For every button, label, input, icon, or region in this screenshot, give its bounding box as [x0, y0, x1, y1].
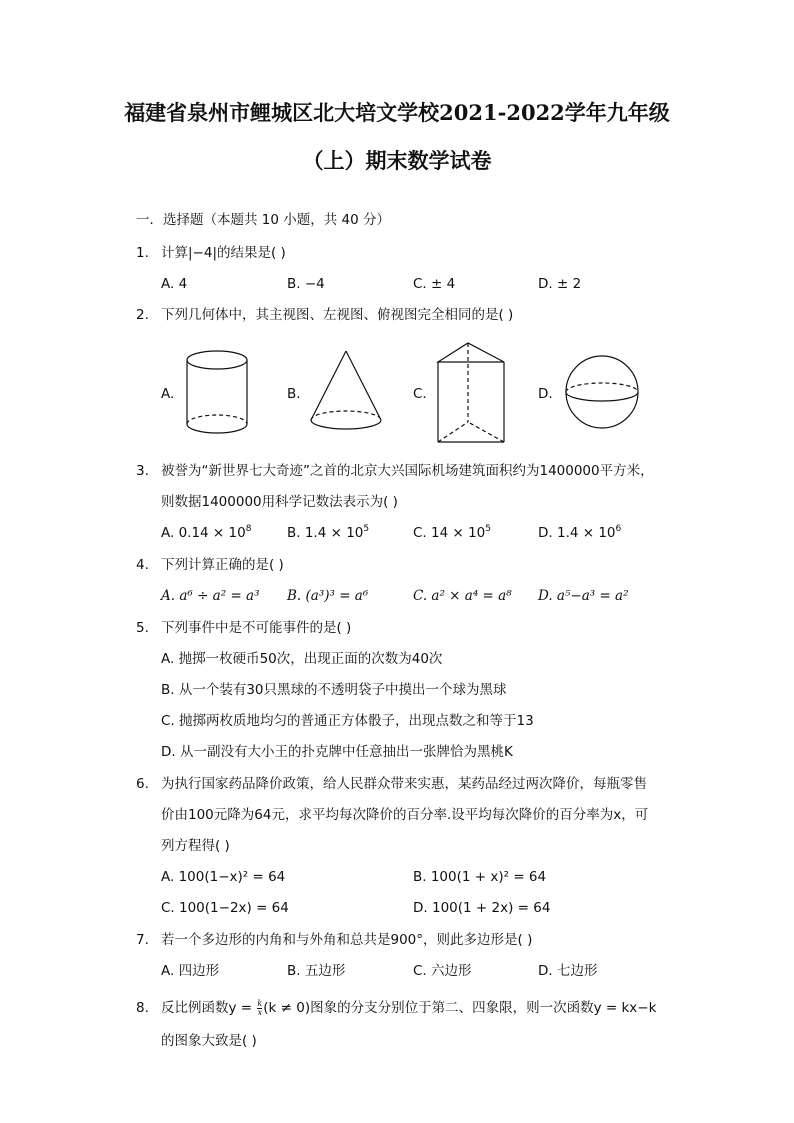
q2-option-b: B. [287, 386, 301, 402]
q2-option-a: A. [161, 386, 175, 402]
cone-icon [306, 348, 386, 438]
question-number-4: 4. [136, 557, 149, 573]
question-7-stem: 若一个多边形的内角和与外角和总共是900°，则此多边形是( ) [161, 932, 533, 948]
question-6-stem-line3: 列方程得( ) [161, 838, 230, 854]
fraction-k-over-x: $\frac{k}{x}$ [257, 998, 263, 1017]
sphere-icon [562, 352, 642, 432]
q3-option-d: D. $1.4 \times 10^6$ [538, 524, 622, 541]
q1-option-c: C. ± 4 [413, 276, 456, 292]
question-number-2: 2. [136, 307, 149, 323]
question-number-6: 6. [136, 776, 149, 792]
q5-option-a: A. 抛掷一枚硬币50次，出现正面的次数为40次 [161, 651, 443, 667]
q7-option-a: A. 四边形 [161, 963, 220, 979]
question-3-stem-line1: 被誉为“新世界七大奇迹”之首的北京大兴国际机场建筑面积约为1400000平方米， [161, 463, 654, 479]
q2-option-d: D. [538, 386, 553, 402]
question-8-stem-line2: 的图象大致是( ) [161, 1033, 257, 1049]
exam-title-line1: 福建省泉州市鲤城区北大培文学校2021-2022学年九年级 [124, 100, 670, 125]
question-6-stem-line2: 价由100元降为64元，求平均每次降价的百分率.设平均每次降价的百分率为x，可 [161, 807, 649, 823]
question-number-8: 8. [136, 1000, 149, 1016]
question-8-stem-line1: 反比例函数y = $\frac{k}{x}$ (k ≠ 0)图象的分支分别位于第二、四象限，则一次函数y = kx−k [161, 998, 657, 1017]
q1-option-d: D. ± 2 [538, 276, 582, 292]
q6-option-c: C. 100(1−2x) = 64 [161, 900, 289, 916]
q1-option-b: B. −4 [287, 276, 325, 292]
section-heading: 一．选择题（本题共 10 小题，共 40 分） [136, 212, 391, 228]
q3-option-a: A. $0.14 \times 10^8$ [161, 524, 252, 541]
triangular-prism-icon [434, 340, 514, 446]
question-1-stem: 计算|−4|的结果是( ) [161, 245, 286, 261]
cylinder-icon [182, 348, 252, 438]
q4-option-b: B. (a³)³ = a⁶ [287, 588, 369, 604]
question-number-5: 5. [136, 620, 149, 636]
q7-option-d: D. 七边形 [538, 963, 598, 979]
q3-option-c: C. $14 \times 10^5$ [413, 524, 491, 541]
question-4-stem: 下列计算正确的是( ) [161, 557, 284, 573]
question-6-stem-line1: 为执行国家药品降价政策，给人民群众带来实惠，某药品经过两次降价，每瓶零售 [161, 776, 647, 792]
q5-option-b: B. 从一个装有30只黑球的不透明袋子中摸出一个球为黑球 [161, 682, 507, 698]
question-5-stem: 下列事件中是不可能事件的是( ) [161, 620, 352, 636]
question-number-3: 3. [136, 463, 149, 479]
q5-option-c: C. 抛掷两枚质地均匀的普通正方体骰子，出现点数之和等于13 [161, 713, 534, 729]
q4-option-c: C. a² × a⁴ = a⁸ [413, 588, 512, 604]
q4-option-a: A. a⁶ ÷ a² = a³ [161, 588, 260, 604]
q7-option-c: C. 六边形 [413, 963, 472, 979]
q6-option-d: D. 100(1 + 2x) = 64 [413, 900, 551, 916]
q5-option-d: D. 从一副没有大小王的扑克牌中任意抽出一张牌恰为黑桃K [161, 744, 513, 760]
q2-option-c: C. [413, 386, 427, 402]
question-3-stem-line2: 则数据1400000用科学记数法表示为( ) [161, 494, 398, 510]
q7-option-b: B. 五边形 [287, 963, 346, 979]
q6-option-b: B. 100(1 + x)² = 64 [413, 869, 547, 885]
q4-option-d: D. a⁵−a³ = a² [538, 588, 629, 604]
question-number-1: 1. [136, 245, 149, 261]
exam-title-line2: （上）期末数学试卷 [302, 148, 492, 173]
q1-option-a: A. 4 [161, 276, 188, 292]
q3-option-b: B. $1.4 \times 10^5$ [287, 524, 370, 541]
q6-option-a: A. 100(1−x)² = 64 [161, 869, 286, 885]
question-2-stem: 下列几何体中，其主视图、左视图、俯视图完全相同的是( ) [161, 307, 514, 323]
question-number-7: 7. [136, 932, 149, 948]
